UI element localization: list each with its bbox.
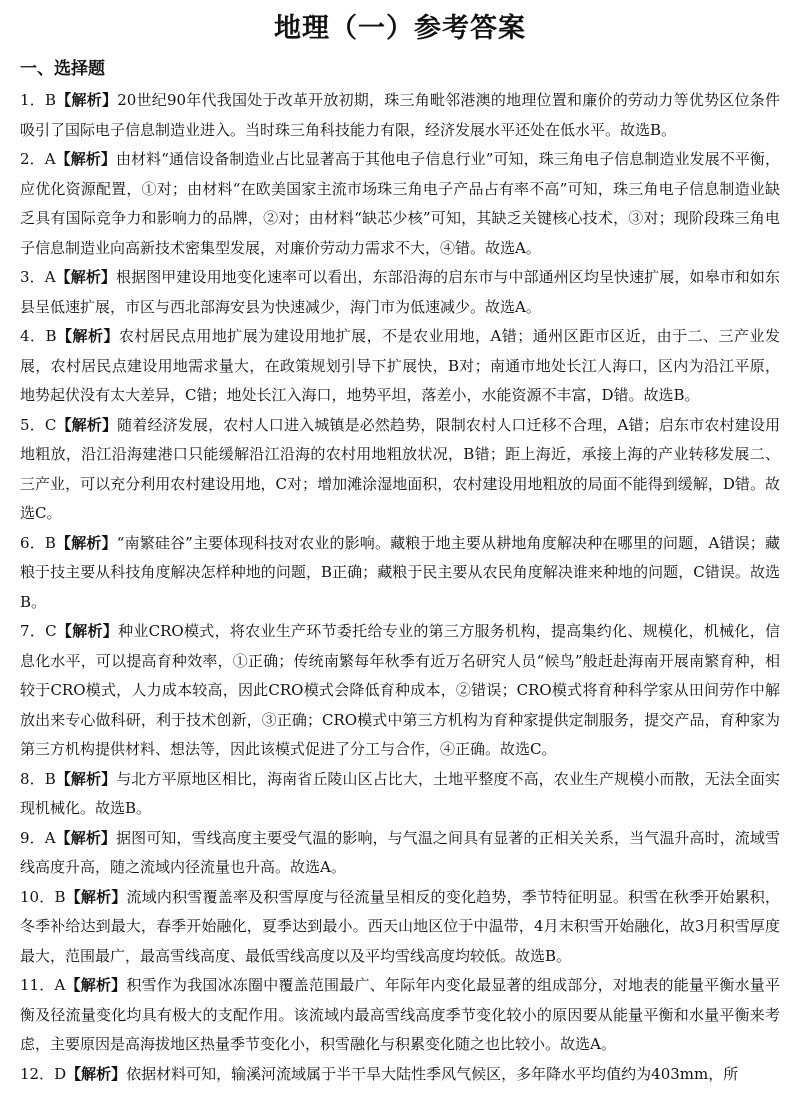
- answer-number: 5．C: [20, 415, 57, 434]
- answer-item: [20, 263, 780, 322]
- section-heading: 一、选择题: [20, 59, 105, 79]
- answer-text: 20世纪90年代我国处于改革开放初期，珠三角毗邻港澳的地理位置和廉价的劳动力等优势区位条件吸引了国际电子信息制造业进入。当时珠三角科技能力有限，经济发展水平还处在低水平。故选B。: [20, 91, 780, 139]
- answer-number: 9．A: [20, 828, 56, 847]
- analysis-tag: 【解析】: [56, 622, 119, 640]
- answer-text: 农村居民点用地扩展为建设用地扩展，不是农业用地，A错；通州区距市区近，由于二、三产业发展，农村居民点建设用地需求量大，在政策规划引导下扩展快，B对；南通市地处长江人海口，区内为沿江平原，地势起伏没有太大差异，C错；地处长江入海口，地势平坦，落差小，水能资源不丰富，D错。故选B。: [20, 327, 780, 404]
- analysis-tag: 【解析】: [65, 887, 127, 906]
- answer-number: 1．B: [20, 91, 57, 109]
- answer-text: 据图可知，雪线高度主要受气温的影响，与气温之间具有显著的正相关关系，当气温升高时，流域雪线高度升高，随之流域内径流量也升高。故选A。: [20, 828, 780, 876]
- answer-item: [20, 971, 780, 1060]
- answer-number: 11．A: [20, 976, 66, 994]
- answer-number: 4．B: [20, 327, 57, 345]
- analysis-tag: 【解析】: [55, 268, 117, 286]
- answer-text: 依据材料可知，输溪河流域属于半干旱大陆性季风气候区，多年降水平均值约为403mm，所: [126, 1064, 739, 1083]
- answer-item: [20, 322, 780, 411]
- answer-item: [20, 883, 780, 972]
- analysis-tag: 【解析】: [66, 1064, 127, 1083]
- answer-item: [20, 529, 780, 618]
- answer-number: 7．C: [20, 622, 57, 640]
- analysis-tag: 【解析】: [55, 769, 117, 788]
- answer-item: [20, 1060, 780, 1090]
- answer-text: 积雪作为我国冰冻圈中覆盖范围最广、年际年内变化最显著的组成部分，对地表的能量平衡水量平衡及径流量变化均具有极大的支配作用。该流域内最高雪线高度季节变化较小的原因要从能量平衡和水量平衡来考虑，主要原因是高海拔地区热量季节变化小，积雪融化与积累变化随之也比较小。故选A。: [20, 976, 780, 1053]
- analysis-tag: 【解析】: [65, 976, 127, 994]
- answer-text: 随着经济发展，农村人口进入城镇是必然趋势，限制农村人口迁移不合理，A错；启东市农村建设用地粗放，沿江沿海建港口只能缓解沿江沿海的农村用地粗放状况，B错；距上海近，承接上海的产业转移发展二、三产业，可以充分利用农村建设用地，C对；增加滩涂湿地面积，农村建设用地粗放的局面不能得到缓解，D错。故选C。: [20, 415, 780, 522]
- answer-number: 12．D: [20, 1064, 67, 1083]
- answer-item: [20, 86, 780, 145]
- analysis-tag: 【解析】: [55, 828, 117, 847]
- answer-text: “南繁硅谷”主要体现科技对农业的影响。藏粮于地主要从耕地角度解决种在哪里的问题，A错误；藏粮于技主要从科技角度解决怎样种地的问题，B正确；藏粮于民主要从农民角度解决谁来种地的问题，C错误。故选B。: [20, 533, 780, 611]
- answer-number: 2．A: [20, 150, 56, 168]
- analysis-tag: 【解析】: [55, 533, 117, 552]
- analysis-tag: 【解析】: [56, 415, 118, 434]
- analysis-tag: 【解析】: [56, 327, 119, 345]
- answer-item: [20, 145, 780, 263]
- answer-item: [20, 824, 780, 883]
- analysis-tag: 【解析】: [56, 91, 118, 109]
- page-title: 地理（一）参考答案: [274, 13, 526, 44]
- answer-number: 10．B: [20, 887, 66, 906]
- answer-text: 根据图甲建设用地变化速率可以看出，东部沿海的启东市与中部通州区均呈快速扩展，如皋市和如东县呈低速扩展，市区与西北部海安县为快速减少，海门市为低速减少。故选A。: [20, 268, 780, 316]
- analysis-tag: 【解析】: [55, 150, 116, 168]
- answer-text: 种业CRO模式，将农业生产环节委托给专业的第三方服务机构，提高集约化、规模化，机械化，信息化水平，可以提高育种效率，①正确；传统南繁每年秋季有近万名研究人员“候鸟”般赶赴海南开展南繁育种，相较于CRO模式，人力成本较高，因此CRO模式会降低育种成本，②错误；CRO模式将育种科学家从田间劳作中解放出来专心做科研，利于技术创新，③正确；CRO模式中第三方机构为育种家提供定制服务，提交产品，育种家为第三方机构提供材料、想法等，因此该模式促进了分工与合作，④正确。故选C。: [20, 622, 780, 758]
- answer-number: 6．B: [20, 533, 56, 552]
- answer-item: [20, 617, 780, 765]
- answer-number: 3．A: [20, 268, 56, 286]
- answer-text: 由材料“通信设备制造业占比显著高于其他电子信息行业”可知，珠三角电子信息制造业发展不平衡，应优化资源配置，①对；由材料“在欧美国家主流市场珠三角电子产品占有率不高”可知，珠三角电子信息制造业缺乏具有国际竞争力和影响力的品牌，②对；由材料“缺芯少核”可知，其缺乏关键核心技术，③对；现阶段珠三角电子信息制造业向高新技术密集型发展，对廉价劳动力需求不大，④错。故选A。: [20, 150, 780, 257]
- answer-item: [20, 411, 780, 529]
- answer-text: 与北方平原地区相比，海南省丘陵山区占比大，土地平整度不高，农业生产规模小而散，无法全面实现机械化。故选B。: [20, 769, 780, 817]
- answer-number: 8．B: [20, 769, 56, 788]
- answer-text: 流域内积雪覆盖率及积雪厚度与径流量呈相反的变化趋势，季节特征明显。积雪在秋季开始累积，冬季补给达到最大，春季开始融化，夏季达到最小。西天山地区位于中温带，4月末积雪开始融化，故3月积雪厚度最大，范围最广，最高雪线高度、最低雪线高度以及平均雪线高度均较低。故选B。: [20, 887, 780, 965]
- answer-list: [20, 86, 780, 1089]
- answer-item: [20, 765, 780, 824]
